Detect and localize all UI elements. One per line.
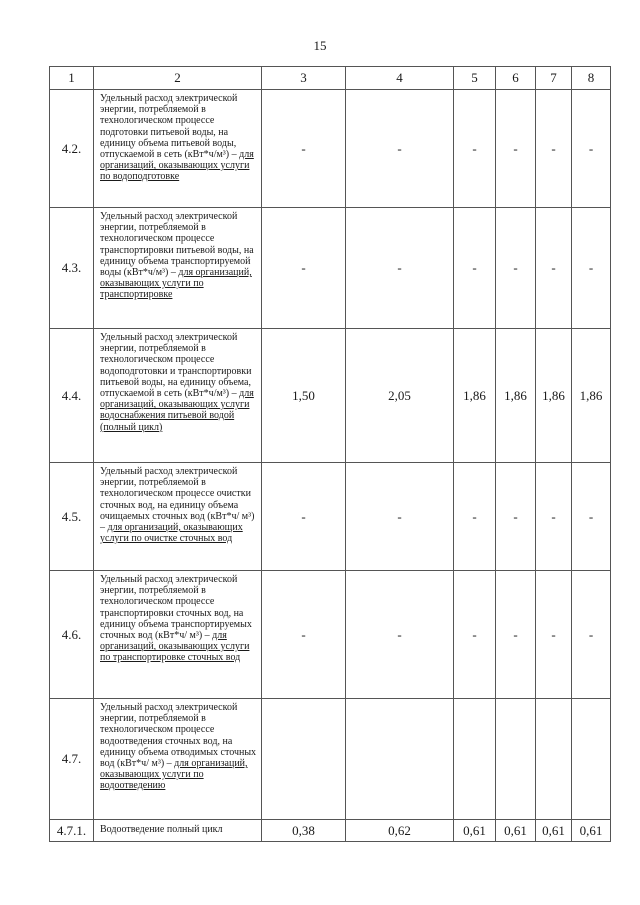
row-description <box>94 820 262 842</box>
value-cell: 1,50 <box>262 329 346 463</box>
row-number: 4.2. <box>50 90 94 208</box>
table-row <box>50 463 611 571</box>
value-cell: - <box>572 208 611 329</box>
column-number: 4 <box>346 67 454 90</box>
description-scope: для организаций, оказывающих услуги по транспортировке <box>100 267 252 301</box>
value-cell: 0,62 <box>346 820 454 842</box>
value-cell: - <box>536 208 572 329</box>
value-cell: - <box>346 571 454 699</box>
row-number: 4.7. <box>50 699 94 820</box>
column-number: 5 <box>454 67 496 90</box>
row-description <box>94 208 262 329</box>
table-row <box>50 699 611 820</box>
description-text: Водоотведение полный цикл <box>100 824 223 836</box>
value-cell: - <box>262 208 346 329</box>
value-cell: - <box>262 571 346 699</box>
value-cell: - <box>496 571 536 699</box>
value-cell: - <box>454 463 496 571</box>
value-cell <box>536 699 572 820</box>
value-cell: - <box>572 571 611 699</box>
value-cell: - <box>536 571 572 699</box>
value-cell: 0,61 <box>496 820 536 842</box>
value-cell: - <box>262 463 346 571</box>
row-number: 4.7.1. <box>50 820 94 842</box>
row-number: 4.5. <box>50 463 94 571</box>
value-cell <box>262 699 346 820</box>
indicators-table <box>49 66 611 842</box>
table-row <box>50 208 611 329</box>
column-number: 2 <box>94 67 262 90</box>
description-text: Удельный расход электрической энергии, потребляемой в технологическом процессе подготовки питьевой воды, на единицу объема питьевой воды, отпускаемой в сеть (кВт*ч/м³) – <box>100 93 240 161</box>
value-cell: 2,05 <box>346 329 454 463</box>
value-cell: 0,61 <box>536 820 572 842</box>
row-number: 4.6. <box>50 571 94 699</box>
value-cell <box>572 699 611 820</box>
row-description <box>94 571 262 699</box>
column-number: 8 <box>572 67 611 90</box>
value-cell: - <box>572 463 611 571</box>
column-number: 7 <box>536 67 572 90</box>
value-cell: 0,61 <box>572 820 611 842</box>
value-cell: 0,61 <box>454 820 496 842</box>
value-cell <box>496 699 536 820</box>
value-cell: - <box>454 90 496 208</box>
column-number: 3 <box>262 67 346 90</box>
value-cell: - <box>454 571 496 699</box>
table-row <box>50 90 611 208</box>
table-row <box>50 571 611 699</box>
value-cell <box>346 699 454 820</box>
value-cell: - <box>496 463 536 571</box>
description-text: Удельный расход электрической энергии, потребляемой в технологическом процессе водоподготовки и транспортировки питьевой воды, на единицу объема, отпускаемой в сеть (кВт*ч/м³) – <box>100 332 252 400</box>
value-cell: - <box>536 90 572 208</box>
value-cell: 1,86 <box>572 329 611 463</box>
column-number: 1 <box>50 67 94 90</box>
value-cell: - <box>536 463 572 571</box>
description-scope: для организаций, оказывающих услуги по водоподготовке <box>100 149 254 183</box>
value-cell: 1,86 <box>536 329 572 463</box>
table-row <box>50 329 611 463</box>
value-cell <box>454 699 496 820</box>
value-cell: - <box>496 90 536 208</box>
description-text: Удельный расход электрической энергии, потребляемой в технологическом процессе транспортировки питьевой воды, на единицу объема транспортируемой воды (кВт*ч/м³) – <box>100 211 254 279</box>
description-text: Удельный расход электрической энергии, потребляемой в технологическом процессе очистки сточных вод, на единицу объема очищаемых сточных вод (кВт*ч/ м³) – <box>100 466 255 534</box>
description-scope: для организаций, оказывающих услуги водоснабжения питьевой водой (полный цикл) <box>100 388 254 433</box>
value-cell: 1,86 <box>454 329 496 463</box>
value-cell: - <box>454 208 496 329</box>
value-cell: - <box>496 208 536 329</box>
row-number: 4.4. <box>50 329 94 463</box>
description-scope: для организаций, оказывающих услуги по транспортировке сточных вод <box>100 630 250 664</box>
row-description <box>94 90 262 208</box>
value-cell: - <box>346 208 454 329</box>
row-number: 4.3. <box>50 208 94 329</box>
row-description <box>94 463 262 571</box>
value-cell: 0,38 <box>262 820 346 842</box>
description-scope: для организаций, оказывающих услуги по водоотведению <box>100 758 248 792</box>
description-scope: для организаций, оказывающих услуги по очистке сточных вод <box>100 522 243 545</box>
value-cell: - <box>262 90 346 208</box>
row-description <box>94 329 262 463</box>
row-description <box>94 699 262 820</box>
value-cell: - <box>346 463 454 571</box>
description-text: Удельный расход электрической энергии, потребляемой в технологическом процессе водоотведения сточных вод, на единицу объема отводимых сточных вод (кВт*ч/ м³) – <box>100 702 257 770</box>
column-number: 6 <box>496 67 536 90</box>
page-number: 15 <box>313 38 327 53</box>
description-text: Удельный расход электрической энергии, потребляемой в технологическом процессе транспортировки сточных вод, на единицу объема транспортируемых сточных вод (кВт*ч/ м³) – <box>100 574 252 642</box>
value-cell: - <box>346 90 454 208</box>
value-cell: - <box>572 90 611 208</box>
table-row <box>50 820 611 842</box>
column-number-row <box>50 67 611 90</box>
value-cell: 1,86 <box>496 329 536 463</box>
